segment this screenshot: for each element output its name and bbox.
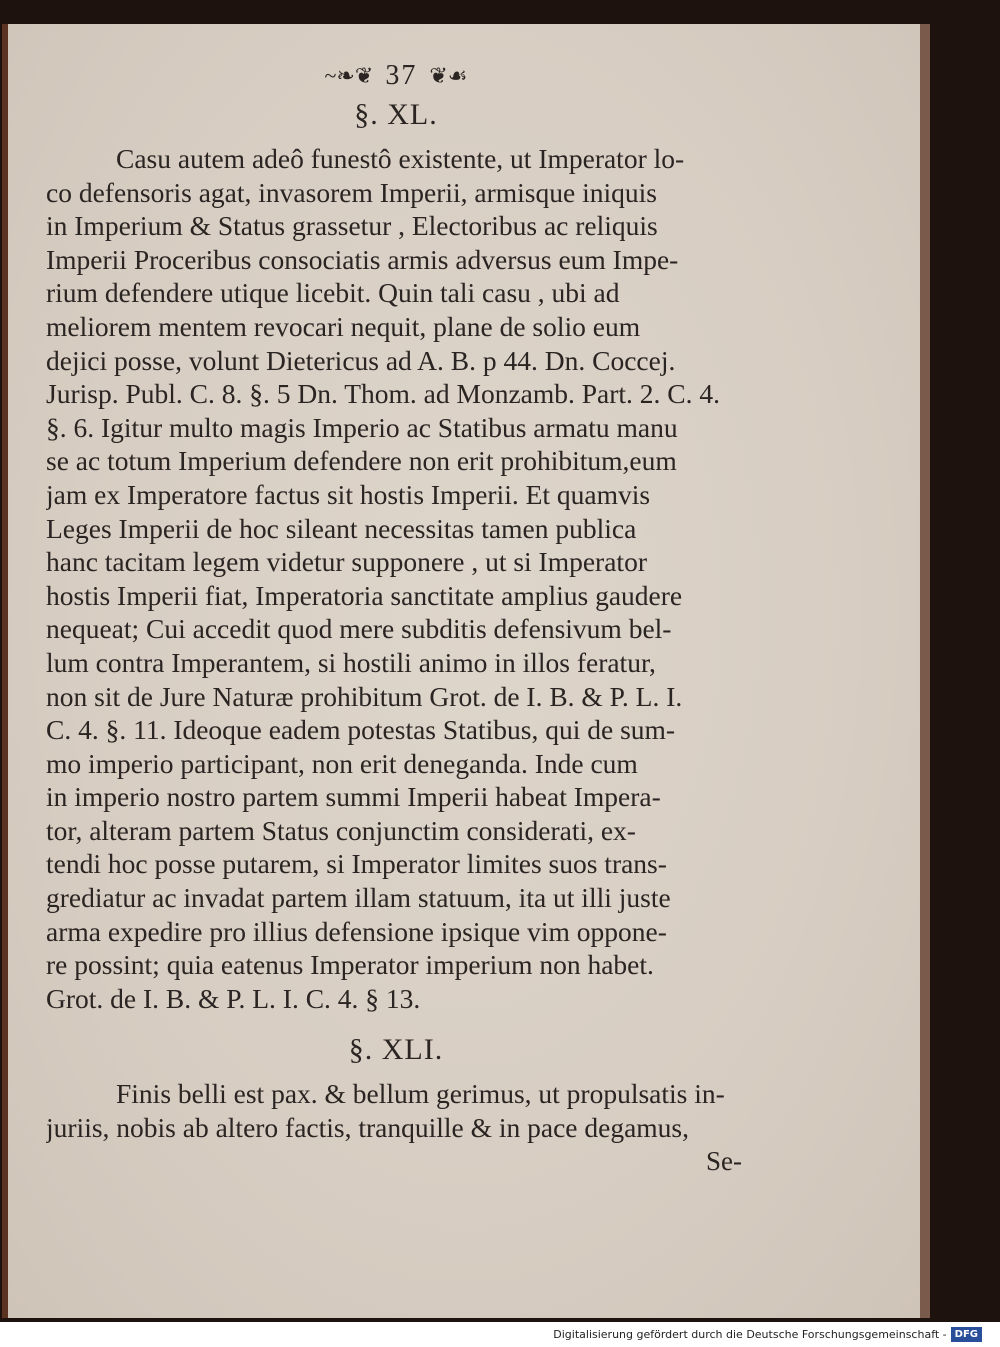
ornament-left-icon: ~❧❦: [324, 63, 374, 88]
page-edge: [920, 24, 930, 1318]
text-line: in Imperium & Status grassetur , Electoribus ac reliquis: [46, 210, 658, 242]
text-line: hostis Imperii fiat, Imperatoria sanctitate amplius gaudere: [46, 579, 683, 611]
text-line: juriis, nobis ab altero factis, tranquille & in pace degamus,: [46, 1112, 690, 1144]
text-line: jam ex Imperatore factus sit hostis Imperii. Et quamvis: [46, 478, 651, 510]
text-line: rium defendere utique licebit. Quin tali casu , ubi ad: [46, 277, 620, 309]
section-title: §. XLI.: [348, 1033, 444, 1067]
dfg-logo-icon: DFG: [951, 1327, 982, 1342]
digitization-footer: [0, 1322, 1000, 1347]
text-line: meliorem mentem revocari nequit, plane de solio eum: [46, 310, 641, 342]
text-line: Jurisp. Publ. C. 8. §. 5 Dn. Thom. ad Monzamb. Part. 2. C. 4.: [46, 378, 721, 410]
page-text: [46, 60, 746, 1178]
text-line: Grot. de I. B. & P. L. I. C. 4. § 13.: [46, 982, 421, 1014]
page-header: [46, 60, 746, 92]
text-line: tendi hoc posse putarem, si Imperator limites suos trans-: [46, 848, 667, 880]
text-line: re possint; quia eatenus Imperator imperium non habet.: [46, 949, 654, 981]
text-line: hanc tacitam legem videtur supponere , ut si Imperator: [46, 546, 647, 578]
section-title: §. XL.: [354, 98, 438, 131]
text-line: in imperio nostro partem summi Imperii habeat Impera-: [46, 781, 661, 813]
ornament-right-icon: ❦☙: [429, 63, 468, 88]
text-line: nequeat; Cui accedit quod mere subditis defensivum bel-: [46, 613, 672, 645]
text-line: Casu autem adeô funestô existente, ut Imperator lo-: [116, 143, 685, 174]
section-xl: [46, 98, 746, 1015]
text-line: Imperii Proceribus consociatis armis adversus eum Impe-: [46, 243, 679, 275]
section-xli: [46, 1033, 746, 1177]
text-line: Finis belli est pax. & bellum gerimus, ut propulsatis in-: [116, 1078, 725, 1110]
text-line: §. 6. Igitur multo magis Imperio ac Statibus armatu manu: [46, 411, 678, 443]
text-line: Leges Imperii de hoc sileant necessitas tamen publica: [46, 512, 637, 544]
catchword: Se-: [706, 1145, 742, 1176]
text-line: co defensoris agat, invasorem Imperii, armisque iniquis: [46, 176, 657, 208]
text-line: mo imperio participant, non erit deneganda. Inde cum: [46, 747, 638, 779]
text-line: lum contra Imperantem, si hostili animo in illos feratur,: [46, 646, 656, 678]
text-line: se ac totum Imperium defendere non erit prohibitum,eum: [46, 445, 677, 477]
page-number: 37: [385, 60, 418, 91]
footer-credit: Digitalisierung gefördert durch die Deutsche Forschungsgemeinschaft -: [553, 1328, 947, 1341]
text-line: tor, alteram partem Status conjunctim considerati, ex-: [46, 814, 636, 846]
text-line: C. 4. §. 11. Ideoque eadem potestas Statibus, qui de sum-: [46, 714, 676, 746]
text-line: grediatur ac invadat partem illam statuum, ita ut illi juste: [46, 882, 671, 914]
text-line: non sit de Jure Naturæ prohibitum Grot. de I. B. & P. L. I.: [46, 680, 683, 712]
text-line: dejici posse, volunt Dietericus ad A. B. p 44. Dn. Coccej.: [46, 344, 676, 376]
text-line: arma expedire pro illius defensione ipsique vim oppone-: [46, 915, 667, 947]
